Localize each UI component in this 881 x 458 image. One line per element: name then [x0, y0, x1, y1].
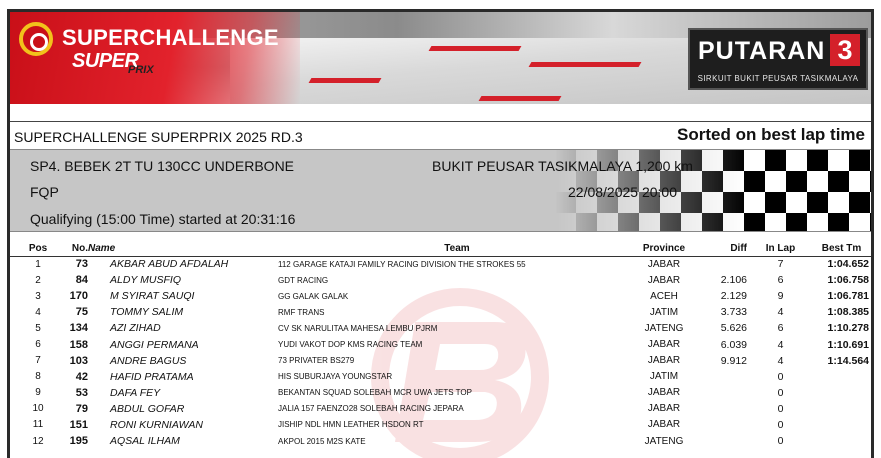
table-row	[10, 401, 871, 417]
header-in-lap: In Lap	[747, 241, 814, 256]
logo-title: SUPERCHALLENGE	[62, 25, 279, 50]
cell-team: RMF TRANS	[278, 307, 325, 317]
qualifying-start: Qualifying (15:00 Time) started at 20:31:16	[30, 211, 296, 227]
event-header	[10, 121, 871, 149]
cell-best-time	[814, 401, 871, 417]
cell-team: GG GALAK GALAK	[278, 291, 349, 301]
cell-pos: 4	[35, 306, 41, 318]
cell-province: JATIM	[649, 306, 679, 318]
cell-team: GDT RACING	[278, 275, 329, 285]
cell-no: 195	[69, 435, 88, 448]
round-number: 3	[830, 34, 860, 66]
cell-in-lap: 0	[777, 418, 784, 431]
cell-best-time	[814, 417, 871, 433]
cell-pos: 5	[35, 322, 41, 334]
table-header-row	[10, 241, 871, 256]
cell-best-time	[814, 385, 871, 401]
cell-team: CV SK NARULITAA MAHESA LEMBU PJRM	[278, 323, 438, 333]
cell-in-lap: 9	[777, 290, 784, 303]
cell-pos: 1	[35, 258, 41, 270]
sort-label: Sorted on best lap time	[677, 125, 865, 144]
cell-diff: 9.912	[720, 354, 747, 367]
cell-team: AKPOL 2015 M2S KATE	[278, 436, 366, 446]
cell-diff: 6.039	[720, 338, 747, 351]
cell-diff	[692, 385, 747, 401]
cell-province: JATENG	[644, 435, 684, 447]
results-sheet	[7, 9, 874, 458]
table-row	[10, 369, 871, 385]
cell-pos: 3	[35, 290, 41, 302]
cell-province: JABAR	[647, 419, 681, 431]
cell-in-lap: 4	[777, 338, 784, 351]
cell-team: BEKANTAN SQUAD SOLEBAH MCR UWA JETS TOP	[278, 388, 472, 398]
cell-pos: 10	[32, 403, 44, 415]
cell-in-lap: 4	[777, 354, 784, 367]
header-no: No.	[66, 241, 88, 256]
header-pos: Pos	[10, 241, 66, 256]
cell-team: JALIA 157 FAENZO28 SOLEBAH RACING JEPARA	[278, 404, 464, 414]
track-name: BUKIT PEUSAR TASIKMALAYA 1,200 km	[432, 158, 693, 174]
header-diff: Diff	[692, 241, 747, 256]
cell-name: DAFA FEY	[110, 386, 161, 399]
results-table	[10, 241, 871, 449]
cell-no: 84	[75, 274, 88, 287]
cell-no: 158	[69, 338, 88, 351]
cell-in-lap: 4	[777, 306, 784, 319]
cell-best-time: 1:06.781	[827, 290, 869, 303]
event-title: SUPERCHALLENGE SUPERPRIX 2025 RD.3	[14, 129, 303, 145]
cell-pos: 2	[35, 274, 41, 286]
cell-name: RONI KURNIAWAN	[110, 418, 203, 431]
cell-no: 134	[69, 322, 88, 335]
cell-name: M SYIRAT SAUQI	[110, 290, 195, 303]
cell-best-time: 1:14.564	[827, 354, 869, 367]
cell-diff: 5.626	[720, 322, 747, 335]
cell-best-time: 1:08.385	[827, 306, 869, 319]
cell-pos: 12	[32, 435, 44, 447]
cell-diff	[692, 369, 747, 385]
cell-team: YUDI VAKOT DOP KMS RACING TEAM	[278, 340, 423, 350]
table-row	[10, 353, 871, 369]
cell-no: 53	[75, 386, 88, 399]
cell-pos: 11	[32, 419, 44, 431]
cell-in-lap: 6	[777, 322, 784, 335]
cell-in-lap: 6	[777, 274, 784, 287]
header-province: Province	[636, 241, 692, 256]
cell-name: AKBAR ABUD AFDALAH	[110, 258, 229, 271]
cell-diff	[692, 401, 747, 417]
kerb-stripe	[309, 78, 382, 83]
logo-prix: PRIX	[128, 64, 154, 76]
cell-name: ABDUL GOFAR	[110, 402, 185, 415]
table-row	[10, 272, 871, 288]
cell-diff: 2.106	[720, 274, 747, 287]
cell-province: JABAR	[647, 403, 681, 415]
cell-diff	[692, 417, 747, 433]
cell-no: 103	[69, 354, 88, 367]
table-row	[10, 304, 871, 320]
superchallenge-logo	[10, 12, 300, 104]
cell-province: JABAR	[647, 355, 681, 367]
table-row	[10, 385, 871, 401]
table-row	[10, 417, 871, 433]
cell-best-time: 1:04.652	[827, 258, 869, 271]
cell-team: 73 PRIVATER BS279	[278, 356, 355, 366]
cell-pos: 6	[35, 339, 41, 351]
class-name: SP4. BEBEK 2T TU 130CC UNDERBONE	[30, 158, 295, 174]
logo-super: SUPER	[72, 50, 139, 72]
table-row	[10, 320, 871, 336]
header-name: Name	[88, 241, 278, 256]
cell-pos: 9	[35, 387, 41, 399]
circuit-name: SIRKUIT BUKIT PEUSAR TASIKMALAYA	[697, 74, 859, 83]
header-team: Team	[278, 241, 636, 256]
cell-best-time: 1:06.758	[827, 274, 869, 287]
cell-in-lap: 0	[777, 386, 784, 399]
cell-name: ANDRE BAGUS	[110, 354, 187, 367]
cell-best-time	[814, 369, 871, 385]
cell-province: JATIM	[649, 371, 679, 383]
kerb-stripe	[529, 62, 642, 67]
cell-province: JABAR	[647, 387, 681, 399]
kerb-stripe	[429, 46, 522, 51]
cell-no: 73	[75, 258, 88, 271]
cell-diff: 2.129	[720, 290, 747, 303]
cell-team: JISHIP NDL HMN LEATHER HSDON RT	[278, 420, 424, 430]
cell-best-time: 1:10.278	[827, 322, 869, 335]
cell-best-time	[814, 433, 871, 449]
cell-team: 112 GARAGE KATAJI FAMILY RACING DIVISION THE STROKES 55	[278, 259, 526, 269]
header-best-time: Best Tm	[814, 241, 871, 256]
cell-no: 151	[69, 418, 88, 431]
session-info	[10, 149, 871, 232]
round-badge	[688, 28, 868, 90]
table-row	[10, 336, 871, 352]
cell-no: 170	[69, 290, 88, 303]
session-code: FQP	[30, 184, 59, 200]
cell-name: HAFID PRATAMA	[110, 370, 194, 383]
round-word: PUTARAN	[698, 37, 826, 65]
cell-name: ANGGI PERMANA	[110, 338, 199, 351]
cell-name: TOMMY SALIM	[110, 306, 184, 319]
table-row	[10, 256, 871, 272]
cell-diff: 3.733	[720, 306, 747, 319]
cell-name: AZI ZIHAD	[110, 322, 161, 335]
cell-no: 79	[75, 402, 88, 415]
cell-name: AQSAL ILHAM	[110, 435, 180, 448]
event-banner	[10, 12, 871, 104]
table-row	[10, 288, 871, 304]
cell-in-lap: 0	[777, 402, 784, 415]
cell-team: HIS SUBURJAYA YOUNGSTAR	[278, 372, 393, 382]
cell-diff	[692, 256, 747, 272]
cell-province: ACEH	[650, 290, 678, 302]
cell-in-lap: 0	[777, 435, 784, 448]
cell-name: ALDY MUSFIQ	[110, 274, 181, 287]
cell-in-lap: 7	[777, 258, 784, 271]
cell-province: JABAR	[647, 258, 681, 270]
cell-pos: 8	[35, 371, 41, 383]
cell-no: 42	[75, 370, 88, 383]
cell-province: JABAR	[647, 339, 681, 351]
cell-best-time: 1:10.691	[827, 338, 869, 351]
cell-pos: 7	[35, 355, 41, 367]
table-row	[10, 433, 871, 449]
session-datetime: 22/08/2025 20:00	[568, 184, 677, 200]
cell-diff	[692, 433, 747, 449]
cell-in-lap: 0	[777, 370, 784, 383]
cell-province: JATENG	[644, 322, 684, 334]
superchallenge-logo-icon	[19, 22, 53, 56]
cell-province: JABAR	[647, 274, 681, 286]
cell-no: 75	[75, 306, 88, 319]
kerb-stripe	[479, 96, 562, 101]
